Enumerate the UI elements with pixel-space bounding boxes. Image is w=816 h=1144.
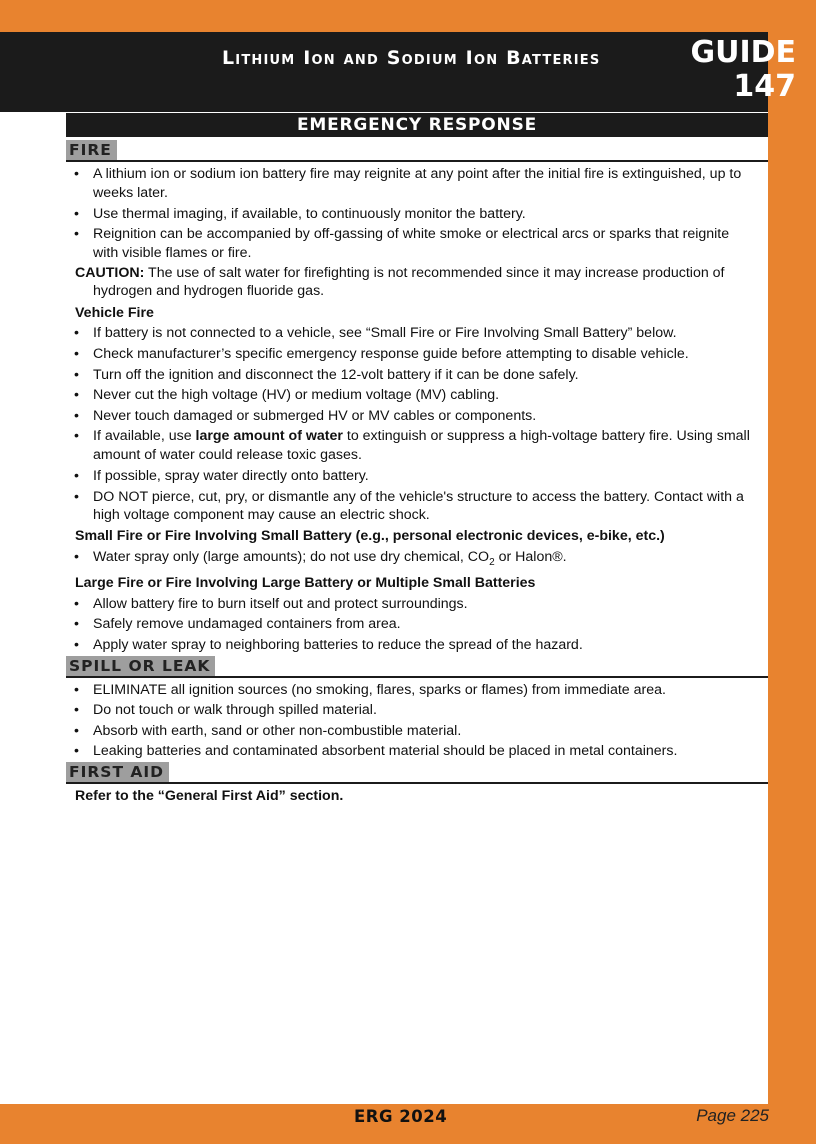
list-item: • If possible, spray water directly onto battery. (66, 466, 768, 487)
list-item: • Never touch damaged or submerged HV or MV cables or components. (66, 406, 768, 427)
vehicle-fire-heading: Vehicle Fire (75, 304, 154, 321)
list-item: • Leaking batteries and contaminated absorbent material should be placed in metal containers. (66, 741, 768, 762)
list-item: • If battery is not connected to a vehicle, see “Small Fire or Fire Involving Small Battery” below. (66, 323, 768, 344)
guide-number-block (690, 36, 796, 104)
caution-label: CAUTION: (75, 264, 145, 281)
first-aid-section-header (66, 762, 768, 784)
first-aid-reference: Refer to the “General First Aid” section. (75, 787, 344, 804)
list-item: • Absorb with earth, sand or other non-combustible material. (66, 721, 768, 742)
spill-bullets (66, 680, 768, 762)
list-item: • Water spray only (large amounts); do not use dry chemical, $CO_2$ or Halon®. (66, 547, 768, 573)
guide-label: GUIDE (690, 35, 796, 70)
caution-note (66, 264, 768, 300)
spill-label: SPILL OR LEAK (66, 656, 215, 676)
page-number: Page 225 (696, 1106, 769, 1125)
small-fire-bullets (66, 547, 768, 573)
caution-text: The use of salt water for firefighting is not recommended since it may increase production of (148, 264, 725, 281)
footer-erg: ERG 2024 (354, 1107, 448, 1126)
list-item: • Safely remove undamaged containers from area. (66, 614, 768, 635)
guide-number: 147 (733, 69, 796, 104)
list-item: • DO NOT pierce, cut, pry, or dismantle any of the vehicle's structure to access the battery. Contact with a high voltage component may cause an electric shock. (66, 487, 768, 525)
list-item: • Use thermal imaging, if available, to continuously monitor the battery. (66, 204, 768, 225)
list-item: • Do not touch or walk through spilled material. (66, 700, 768, 721)
list-item: • Check manufacturer’s specific emergency response guide before attempting to disable vehicle. (66, 344, 768, 365)
list-item: • A lithium ion or sodium ion battery fire may reignite at any point after the initial fire is extinguished, up to weeks later. (66, 164, 768, 202)
large-fire-heading: Large Fire or Fire Involving Large Battery or Multiple Small Batteries (75, 575, 536, 592)
large-fire-bullets (66, 594, 768, 656)
fire-section-header (66, 140, 768, 162)
list-item: • Apply water spray to neighboring batteries to reduce the spread of the hazard. (66, 635, 768, 656)
content (66, 140, 768, 806)
fire-label: FIRE (66, 140, 117, 160)
list-item: • Turn off the ignition and disconnect the 12-volt battery if it can be done safely. (66, 365, 768, 386)
fire-bullets (66, 164, 768, 262)
caution-text-2: hydrogen and hydrogen fluoride gas. (93, 282, 325, 299)
list-item: • Allow battery fire to burn itself out and protect surroundings. (66, 594, 768, 615)
guide-title: Lithium Ion and Sodium Ion Batteries (222, 47, 601, 69)
list-item: • ELIMINATE all ignition sources (no smoking, flares, sparks or flames) from immediate area. (66, 680, 768, 701)
list-item: • If available, use large amount of water to extinguish or suppress a high-voltage battery fire. Using small amount of water could release toxic gases. (66, 426, 768, 464)
list-item: • Reignition can be accompanied by off-gassing of white smoke or electrical arcs or sparks that reignite with visible flames or fire. (66, 224, 768, 262)
top-border (0, 0, 768, 32)
small-fire-heading: Small Fire or Fire Involving Small Battery (e.g., personal electronic devices, e-bike, etc.) (75, 528, 665, 545)
emergency-response-bar: EMERGENCY RESPONSE (66, 113, 768, 137)
first-aid-label: FIRST AID (66, 762, 169, 782)
header-bar (0, 32, 768, 112)
vehicle-fire-bullets (66, 323, 768, 524)
spill-section-header (66, 656, 768, 678)
list-item: • Never cut the high voltage (HV) or medium voltage (MV) cabling. (66, 385, 768, 406)
